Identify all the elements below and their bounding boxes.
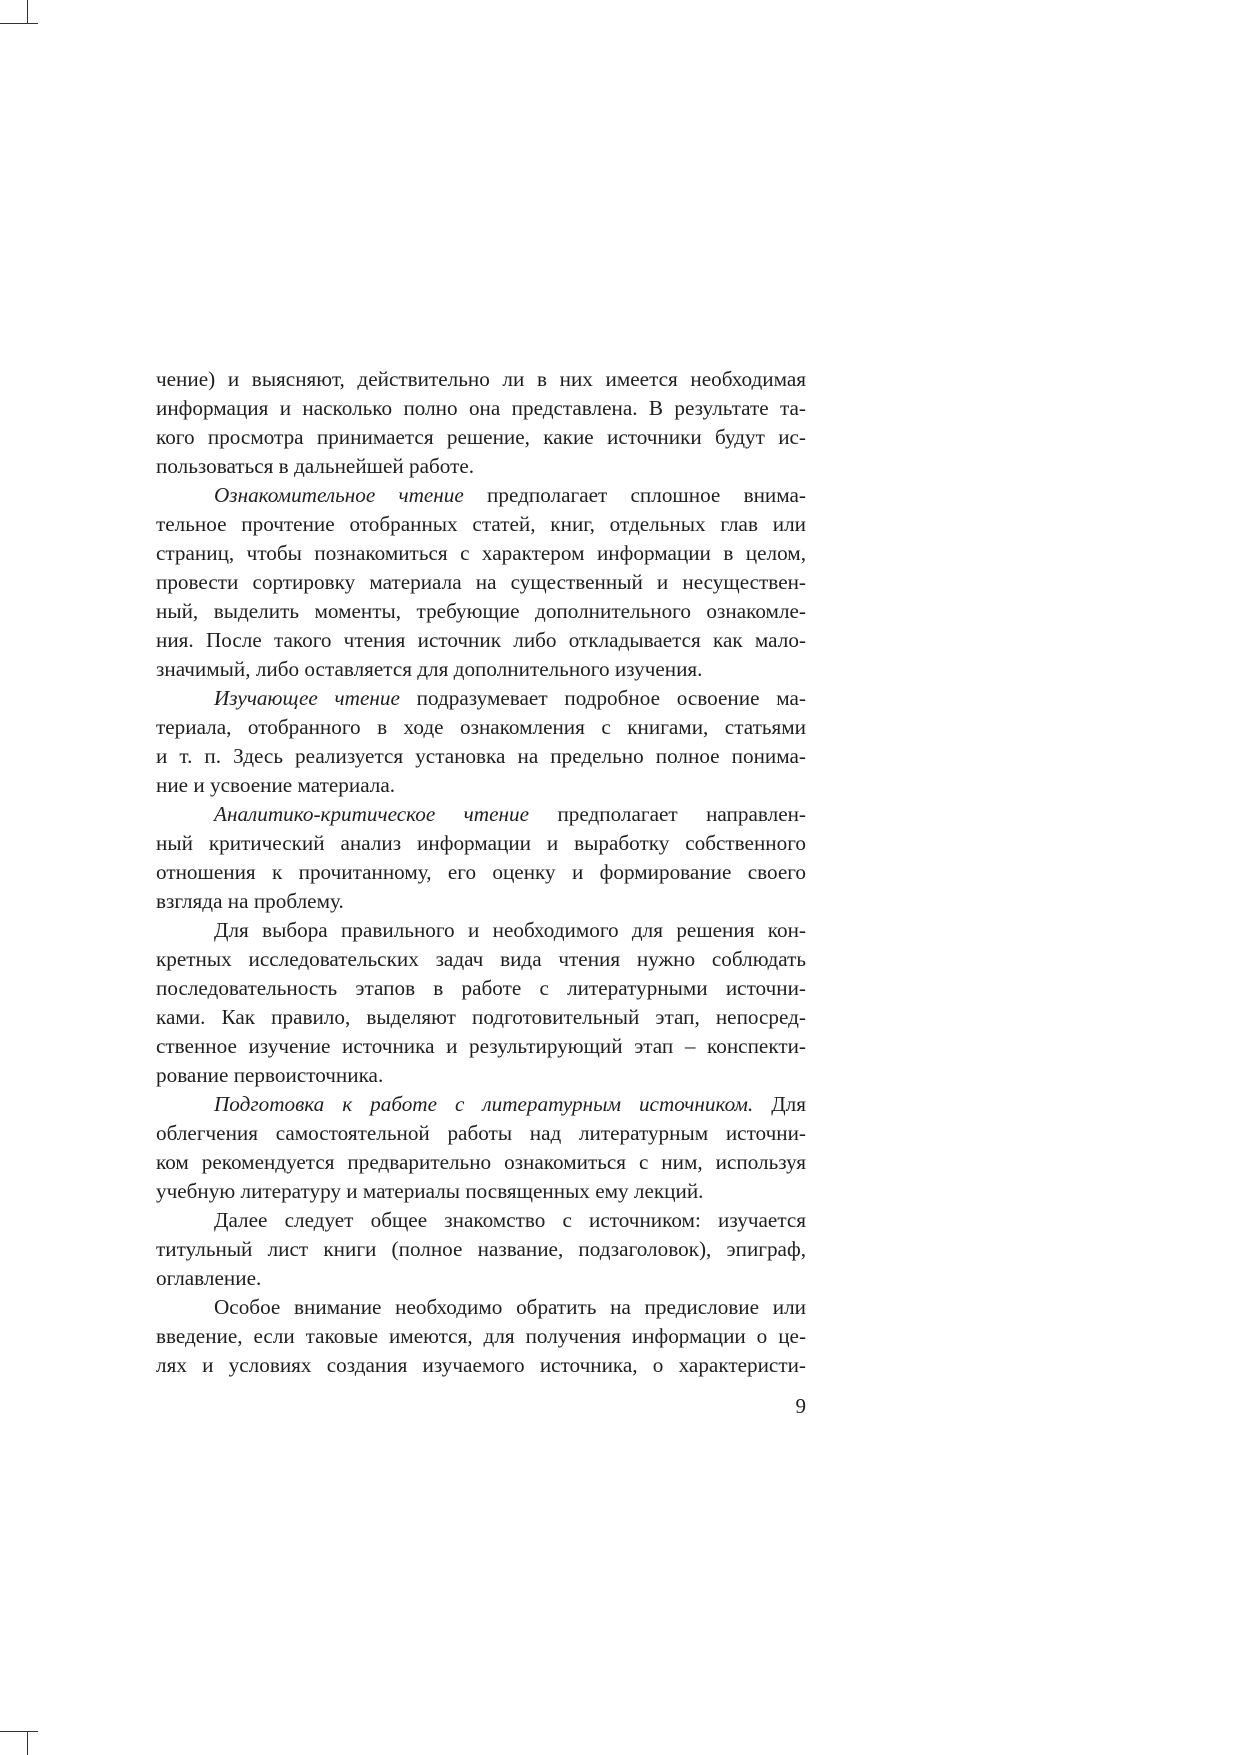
line-text: рование первоисточника. bbox=[156, 1063, 384, 1087]
line-text: пользоваться в дальнейшей работе. bbox=[156, 454, 475, 478]
text-line bbox=[156, 945, 806, 974]
line-text: лях и условиях создания изучаемого источника, о характеристи- bbox=[156, 1353, 806, 1377]
crop-mark-top-horizontal bbox=[0, 23, 38, 24]
line-text: ком рекомендуется предварительно ознакомиться с ним, используя bbox=[156, 1150, 806, 1174]
line-text: провести сортировку материала на существенный и несуществен- bbox=[156, 570, 806, 594]
text-line bbox=[156, 771, 806, 800]
text-line bbox=[156, 568, 806, 597]
line-text: введение, если таковые имеются, для получения информации о це- bbox=[156, 1324, 806, 1348]
line-text: Для выбора правильного и необходимого для решения кон- bbox=[214, 918, 806, 942]
text-line bbox=[156, 829, 806, 858]
line-text: предполагает сплошное внима- bbox=[463, 483, 806, 507]
text-line bbox=[156, 1032, 806, 1061]
page-number: 9 bbox=[795, 1394, 806, 1418]
line-text: оглавление. bbox=[156, 1266, 262, 1290]
text-line bbox=[156, 1322, 806, 1351]
line-text: чение) и выясняют, действительно ли в них имеется необходимая bbox=[156, 367, 806, 391]
body-text bbox=[156, 365, 806, 1380]
text-line bbox=[156, 1177, 806, 1206]
text-line bbox=[156, 597, 806, 626]
text-line bbox=[156, 887, 806, 916]
italic-term: Ознакомительное чтение bbox=[214, 483, 464, 507]
line-text: Особое внимание необходимо обратить на предисловие или bbox=[214, 1295, 806, 1319]
line-text: значимый, либо оставляется для дополнительного изучения. bbox=[156, 657, 703, 681]
line-text: кретных исследовательских задач вида чтения нужно соблюдать bbox=[156, 947, 806, 971]
line-text: ный, выделить моменты, требующие дополнительного ознакомле- bbox=[156, 599, 806, 623]
text-line bbox=[156, 539, 806, 568]
crop-mark-top-vertical bbox=[27, 0, 28, 24]
line-text: ный критический анализ информации и выработку собственного bbox=[156, 831, 806, 855]
text-line bbox=[156, 1119, 806, 1148]
line-text: предполагает направлен- bbox=[529, 802, 806, 826]
line-text: и т. п. Здесь реализуется установка на предельно полное понима- bbox=[156, 744, 806, 768]
text-line bbox=[156, 800, 806, 829]
line-text: териала, отобранного в ходе ознакомления с книгами, статьями bbox=[156, 715, 806, 739]
line-text: страниц, чтобы познакомиться с характером информации в целом, bbox=[156, 541, 806, 565]
text-line bbox=[156, 1293, 806, 1322]
italic-term: Аналитико-критическое чтение bbox=[214, 802, 530, 826]
italic-term: Изучающее чтение bbox=[214, 686, 400, 710]
text-line bbox=[156, 1264, 806, 1293]
text-line bbox=[156, 742, 806, 771]
text-line bbox=[156, 974, 806, 1003]
line-text: ния. После такого чтения источник либо откладывается как мало- bbox=[156, 628, 806, 652]
text-line bbox=[156, 684, 806, 713]
text-line bbox=[156, 452, 806, 481]
text-line bbox=[156, 916, 806, 945]
crop-mark-bottom-horizontal bbox=[0, 1731, 38, 1732]
text-line bbox=[156, 858, 806, 887]
text-line bbox=[156, 1351, 806, 1380]
text-line bbox=[156, 394, 806, 423]
line-text: ками. Как правило, выделяют подготовительный этап, непосред- bbox=[156, 1005, 806, 1029]
crop-mark-bottom-vertical bbox=[27, 1731, 28, 1755]
text-line bbox=[156, 1235, 806, 1264]
text-line bbox=[156, 510, 806, 539]
text-line bbox=[156, 655, 806, 684]
line-text: Для bbox=[753, 1092, 806, 1116]
line-text: ственное изучение источника и результирующий этап – конспекти- bbox=[156, 1034, 806, 1058]
text-line bbox=[156, 365, 806, 394]
line-text: кого просмотра принимается решение, какие источники будут ис- bbox=[156, 425, 806, 449]
line-text: тельное прочтение отобранных статей, книг, отдельных глав или bbox=[156, 512, 806, 536]
line-text: подразумевает подробное освоение ма- bbox=[399, 686, 806, 710]
line-text: взгляда на проблему. bbox=[156, 889, 344, 913]
text-line bbox=[156, 423, 806, 452]
line-text: Далее следует общее знакомство с источником: изучается bbox=[214, 1208, 806, 1232]
text-line bbox=[156, 1061, 806, 1090]
line-text: ние и усвоение материала. bbox=[156, 773, 396, 797]
text-line bbox=[156, 713, 806, 742]
line-text: учебную литературу и материалы посвященных ему лекций. bbox=[156, 1179, 704, 1203]
text-line bbox=[156, 1003, 806, 1032]
italic-term: Подготовка к работе с литературным источником. bbox=[214, 1092, 754, 1116]
text-line bbox=[156, 1148, 806, 1177]
line-text: последовательность этапов в работе с литературными источни- bbox=[156, 976, 806, 1000]
text-line bbox=[156, 481, 806, 510]
line-text: отношения к прочитанному, его оценку и формирование своего bbox=[156, 860, 806, 884]
line-text: информация и насколько полно она представлена. В результате та- bbox=[156, 396, 806, 420]
text-line bbox=[156, 1090, 806, 1119]
line-text: облегчения самостоятельной работы над литературным источни- bbox=[156, 1121, 806, 1145]
text-line bbox=[156, 626, 806, 655]
line-text: титульный лист книги (полное название, подзаголовок), эпиграф, bbox=[156, 1237, 806, 1261]
text-line bbox=[156, 1206, 806, 1235]
